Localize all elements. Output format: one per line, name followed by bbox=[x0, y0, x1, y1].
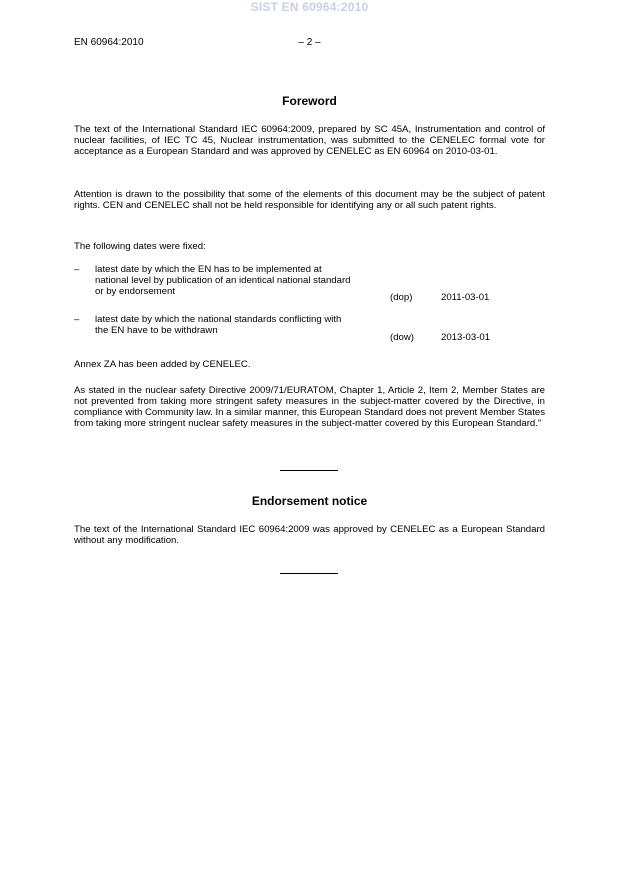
header-doc-id: EN 60964:2010 bbox=[74, 37, 144, 48]
dates-item-1-text: latest date by which the EN has to be implemented at national level by publication of an identical national standard or by endorsement bbox=[95, 264, 351, 297]
dates-item-2-code: (dow) bbox=[390, 332, 414, 343]
dates-item-1-dash: – bbox=[74, 264, 80, 275]
foreword-title: Foreword bbox=[282, 94, 337, 108]
foreword-paragraph-1: The text of the International Standard IEC 60964:2009, prepared by SC 45A, Instrumentation and control of nuclear facilities, of IEC TC 45, Nuclear instrumentation, was submitted to the CENELEC formal vote for acceptance as a European Standard and was approved by CENELEC as EN 60964 on 2010-03-01. bbox=[74, 124, 545, 157]
dates-item-2-dash: – bbox=[74, 314, 80, 325]
endorsement-title: Endorsement notice bbox=[251, 494, 368, 508]
foreword-paragraph-2: Attention is drawn to the possibility that some of the elements of this document may be the subject of patent rights. CEN and CENELEC shall not be held responsible for identifying any or all such patent rights. bbox=[74, 189, 545, 211]
dates-item-2-date: 2013-03-01 bbox=[441, 332, 491, 343]
foreword-paragraph-3: As stated in the nuclear safety Directive 2009/71/EURATOM, Chapter 1, Article 2, Item 2, Member States are not prevented from taking more stringent safety measures in the subject-matter covered by the Directive, in compliance with Community law. In a similar manner, this European Standard does not prevent Member States from taking more stringent nuclear safety measures in the subject-matter covered by this European Standard.” bbox=[74, 385, 545, 429]
annex-note: Annex ZA has been added by CENELEC. bbox=[74, 359, 251, 370]
header-page-number: – 2 – bbox=[298, 37, 321, 48]
dates-intro: The following dates were fixed: bbox=[74, 241, 206, 252]
watermark: SIST EN 60964:2010 bbox=[250, 0, 369, 14]
section-divider-2 bbox=[280, 573, 338, 574]
dates-item-2-text: latest date by which the national standards conflicting with the EN have to be withdrawn bbox=[95, 314, 342, 336]
section-divider-1 bbox=[280, 470, 338, 471]
dates-item-1-date: 2011-03-01 bbox=[441, 292, 490, 303]
dates-item-1-code: (dop) bbox=[390, 292, 413, 303]
endorsement-paragraph: The text of the International Standard IEC 60964:2009 was approved by CENELEC as a European Standard without any modification. bbox=[74, 524, 545, 546]
